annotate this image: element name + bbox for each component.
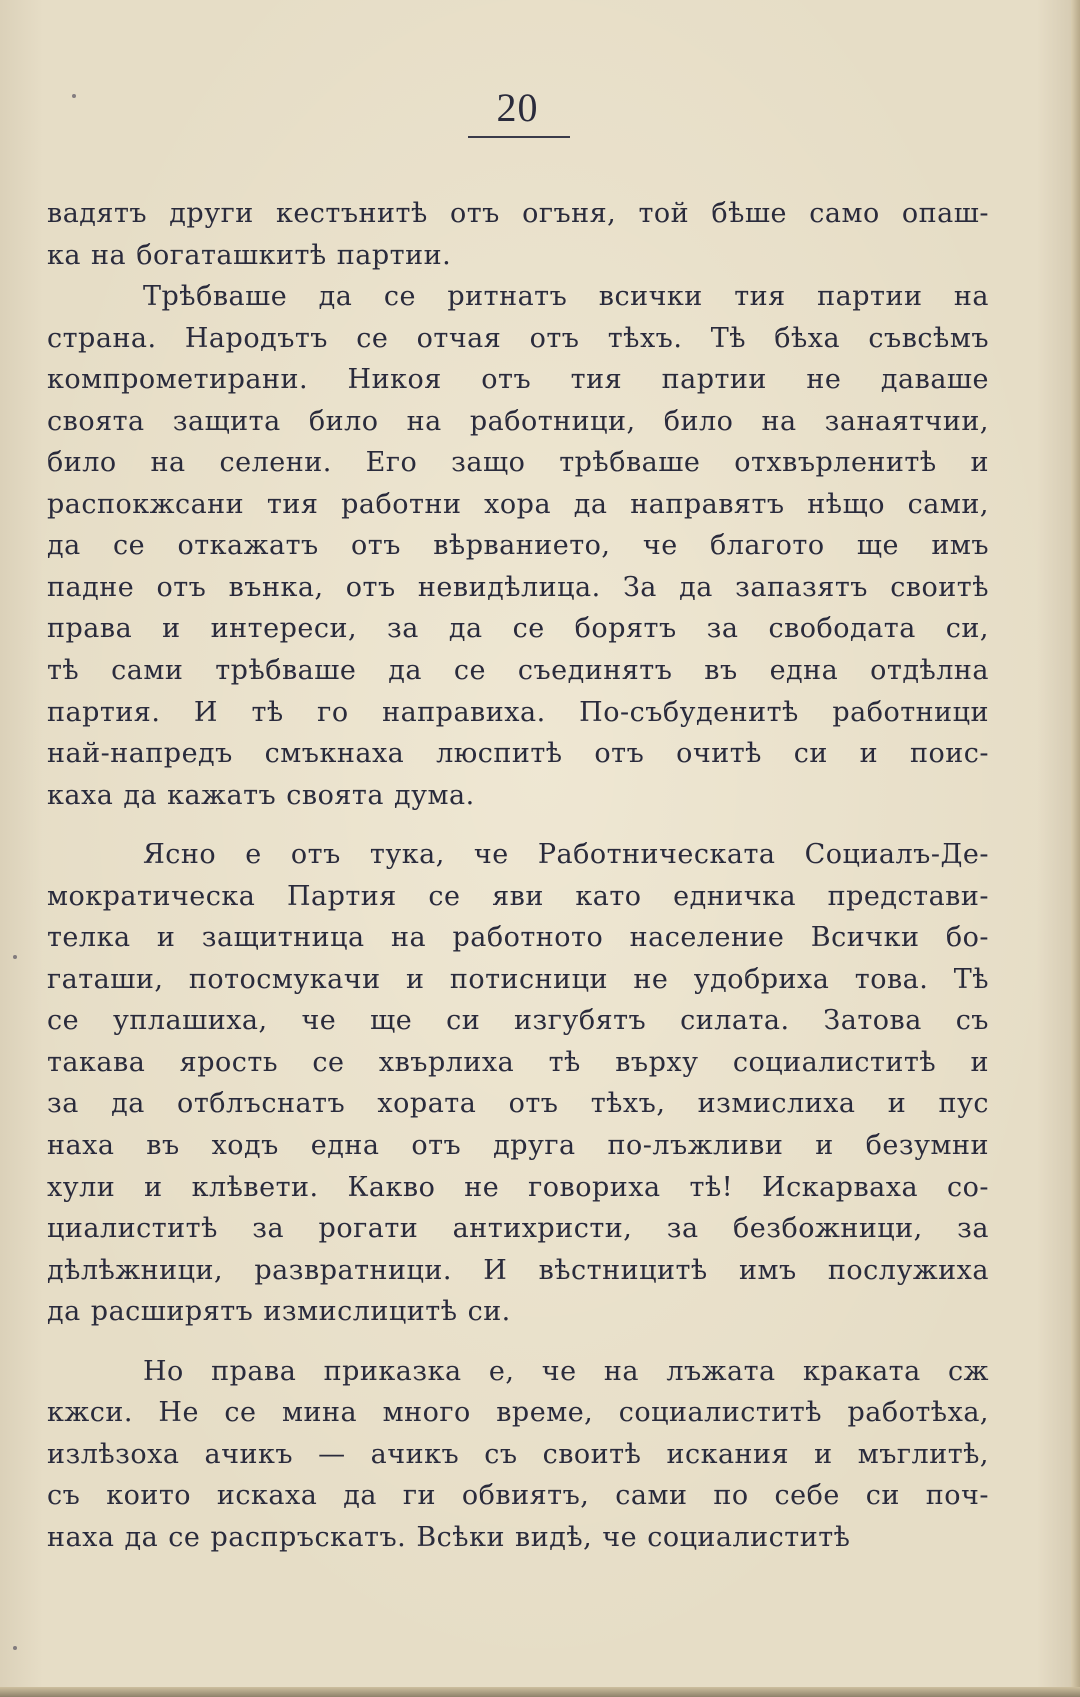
page-number: 20: [496, 85, 539, 130]
text-line: телка и защитница на работното население Всички бо-: [47, 922, 989, 954]
text-line: наха въ ходъ една отъ друга по-лъжливи и безумни: [47, 1130, 989, 1162]
text-line: кжси. Не се мина много време, социалиститѣ работѣха,: [47, 1397, 989, 1429]
paper-speck: [13, 955, 17, 959]
text-line: най-напредъ смъкнаха люспитѣ отъ очитѣ си и поис-: [47, 738, 989, 770]
text-line: права и интереси, за да се борятъ за свободата си,: [47, 613, 989, 645]
text-line: наха да се распръскатъ. Всѣки видѣ, че социалиститѣ: [47, 1521, 851, 1553]
body-text: [47, 193, 989, 1559]
text-line: излѣзоха ачикъ — ачикъ съ своитѣ искания и мъглитѣ,: [47, 1438, 989, 1470]
paragraph-gap: [47, 1333, 989, 1351]
paragraph: [47, 1351, 989, 1559]
paper-speck: [72, 94, 76, 98]
text-line: да расширятъ измислицитѣ си.: [47, 1296, 511, 1328]
page-number-rule: [468, 136, 570, 138]
text-line: съ които искаха да ги обвиятъ, сами по себе си поч-: [47, 1480, 989, 1512]
text-line: такава ярость се хвърлиха тѣ върху социалиститѣ и: [47, 1046, 989, 1078]
text-line: било на селени. Его защо трѣбваше отхвърленитѣ и: [47, 447, 989, 479]
text-line: Трѣбваше да се ритнатъ всички тия партии на: [143, 281, 989, 313]
text-line: дѣлѣжници, развратници. И вѣстницитѣ имъ послужиха: [47, 1254, 989, 1286]
text-line: циалиститѣ за рогати антихристи, за безбожници, за: [47, 1213, 989, 1245]
text-line: падне отъ вънка, отъ невидѣлица. За да запазятъ своитѣ: [47, 571, 989, 603]
text-line: мократическа Партия се яви като едничка представи-: [47, 880, 989, 912]
text-line: да се откажатъ отъ вѣрванието, че благото ще имъ: [47, 530, 989, 562]
paragraph: [47, 193, 989, 276]
text-line: распокжсани тия работни хора да направятъ нѣщо сами,: [47, 488, 989, 520]
text-line: партия. И тѣ го направиха. По-събуденитѣ работници: [47, 696, 989, 728]
text-line: компрометирани. Никоя отъ тия партии не даваше: [47, 364, 989, 396]
paragraph: [47, 276, 989, 816]
text-line: ка на богаташкитѣ партии.: [47, 239, 452, 271]
text-line: своята защита било на работници, било на занаятчии,: [47, 405, 989, 437]
text-line: Ясно е отъ тука, че Работническата Социалъ-Де-: [143, 839, 989, 871]
page-edge-bottom: [0, 1687, 1080, 1697]
page-edge-right: [1071, 0, 1080, 1697]
paragraph-gap: [47, 816, 989, 834]
text-line: Но права приказка е, че на лъжата краката сж: [143, 1355, 989, 1387]
text-line: за да отблъснатъ хората отъ тѣхъ, измислиха и пус: [47, 1088, 989, 1120]
paper-speck: [13, 1646, 17, 1650]
text-line: се уплашиха, че ще си изгубятъ силата. Затова съ: [47, 1005, 989, 1037]
text-line: вадятъ други кестънитѣ отъ огъня, той бѣше само опаш-: [47, 198, 989, 229]
text-line: тѣ сами трѣбваше да се съединятъ въ една отдѣлна: [47, 655, 989, 687]
text-line: хули и клѣвети. Какво не говориха тѣ! Искарваха со-: [47, 1171, 989, 1203]
paragraph: [47, 834, 989, 1333]
text-line: страна. Народътъ се отчая отъ тѣхъ. Тѣ бѣха съвсѣмъ: [47, 322, 989, 354]
text-line: гаташи, потосмукачи и потисници не удобриха това. Тѣ: [47, 963, 989, 995]
text-line: каха да кажатъ своята дума.: [47, 779, 475, 811]
